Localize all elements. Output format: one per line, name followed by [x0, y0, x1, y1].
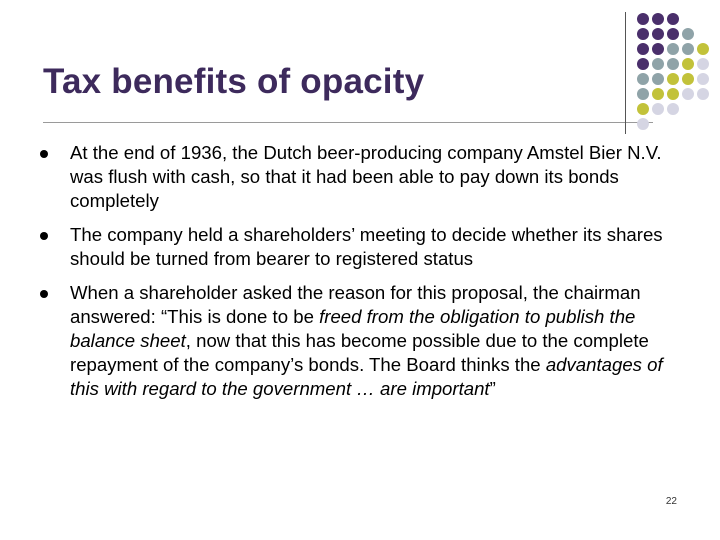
decorative-dot: [652, 13, 664, 25]
bullet-text-3: [70, 282, 663, 399]
decorative-dot: [652, 73, 664, 85]
bullet-3-italic-quote-1: freed from the obligation to publish the balance sheet: [70, 306, 636, 351]
bullet-dot-icon: [40, 290, 48, 298]
decorative-dot: [637, 103, 649, 115]
decorative-dot: [637, 118, 649, 130]
bullet-dot-icon: [40, 232, 48, 240]
bullet-item-2: [40, 223, 680, 271]
bullet-3-text-part-2: , now that this has become possible due to the complete repayment of the company’s bonds. The Board thinks the: [70, 330, 649, 375]
decorative-dot: [637, 88, 649, 100]
bullet-item-3: [40, 281, 680, 401]
bullet-3-italic-quote-2: advantages of this with regard to the government … are important: [70, 354, 663, 399]
decorative-dot: [697, 73, 709, 85]
decorative-dot: [652, 28, 664, 40]
decorative-dot: [637, 73, 649, 85]
bullet-3-text-part-1: When a shareholder asked the reason for this proposal, the chairman answered: “This is done to be: [70, 282, 641, 327]
bullet-text-2: [70, 224, 663, 269]
decorative-dot: [667, 28, 679, 40]
decorative-dot: [697, 43, 709, 55]
title-divider: [43, 122, 653, 123]
bullet-list: [40, 141, 680, 411]
decorative-dot: [682, 58, 694, 70]
decorative-dot-grid: [636, 12, 720, 132]
decorative-dot: [652, 43, 664, 55]
decorative-dot: [667, 43, 679, 55]
decorative-dot: [637, 28, 649, 40]
decorative-dot: [697, 58, 709, 70]
decorative-dot: [652, 58, 664, 70]
decorative-dot: [667, 13, 679, 25]
slide-title: Tax benefits of opacity: [43, 62, 425, 101]
page-number: 22: [665, 496, 677, 507]
bullet-dot-icon: [40, 150, 48, 158]
decorative-dot: [667, 103, 679, 115]
bullet-text-1: [70, 142, 662, 211]
decorative-dot: [652, 88, 664, 100]
decorative-dot: [637, 58, 649, 70]
decorative-dot: [637, 13, 649, 25]
bullet-2-text: The company held a shareholders’ meeting to decide whether its shares should be turned from bearer to registered status: [70, 224, 663, 269]
decorative-dot: [682, 88, 694, 100]
bullet-1-text: At the end of 1936, the Dutch beer-producing company Amstel Bier N.V. was flush with cash, so that it had been able to pay down its bonds completely: [70, 142, 662, 211]
vertical-divider: [625, 12, 626, 134]
decorative-dot: [682, 28, 694, 40]
decorative-dot: [697, 88, 709, 100]
decorative-dot: [682, 43, 694, 55]
bullet-item-1: [40, 141, 680, 213]
bullet-3-closing-quote: ”: [489, 378, 496, 399]
decorative-dot: [667, 73, 679, 85]
decorative-dot: [652, 103, 664, 115]
decorative-dot: [667, 58, 679, 70]
decorative-dot: [667, 88, 679, 100]
decorative-dot: [637, 43, 649, 55]
decorative-dot: [682, 73, 694, 85]
